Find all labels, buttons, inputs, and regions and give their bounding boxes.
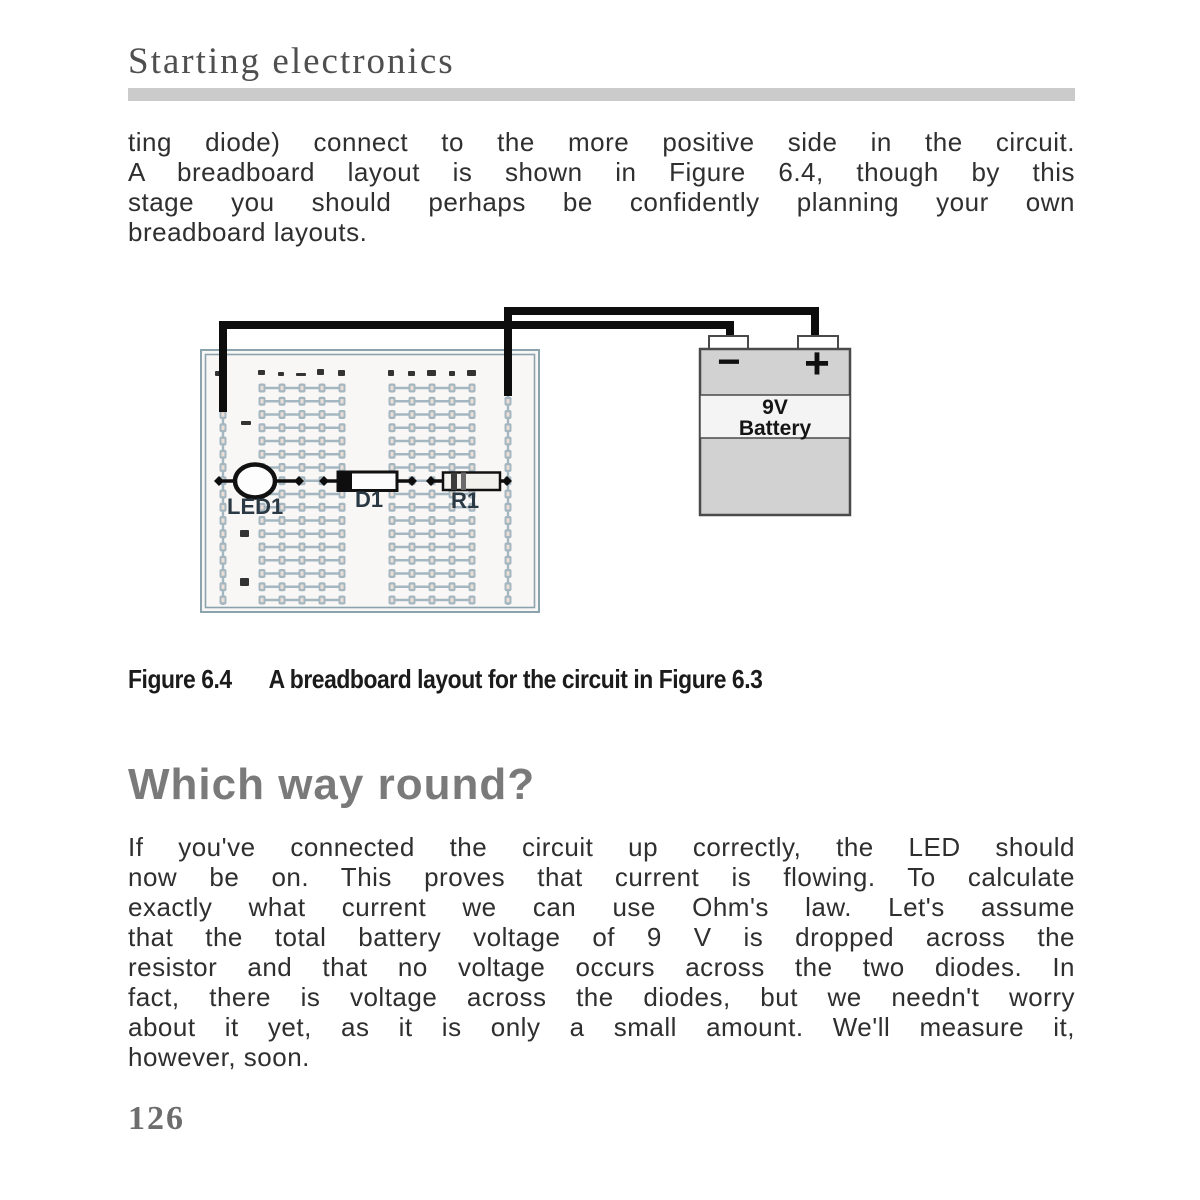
breadboard-circuit-graphic (195, 300, 855, 615)
resistor-label: R1 (451, 488, 480, 513)
text-line: about it yet, as it is only a small amount. We'll measure it, (128, 1012, 1075, 1042)
intro-paragraph (128, 127, 1075, 247)
text-line: breadboard layouts. (128, 217, 368, 247)
text-line: A breadboard layout is shown in Figure 6.4, though by this (128, 157, 1075, 187)
figure-caption (128, 664, 1075, 695)
body-paragraph (128, 832, 1075, 1072)
title-rule (128, 88, 1075, 101)
battery-label-line1: 9V (762, 396, 788, 419)
figure-caption-label: Figure 6.4 (128, 664, 232, 694)
text-line: that the total battery voltage of 9 V is dropped across the (128, 922, 1075, 952)
text-line: resistor and that no voltage occurs across the two diodes. In (128, 952, 1075, 982)
figure-caption-text: A breadboard layout for the circuit in Figure 6.3 (268, 664, 763, 694)
battery-plus-sign: + (804, 339, 830, 388)
figure-6-4 (195, 300, 855, 615)
section-heading: Which way round? (128, 760, 536, 809)
text-line: however, soon. (128, 1042, 310, 1072)
battery (700, 336, 850, 515)
diode-cathode-band (338, 472, 352, 491)
page-number: 126 (128, 1100, 185, 1137)
battery-minus-sign: − (717, 340, 741, 384)
text-line: fact, there is voltage across the diodes, but we needn't worry (128, 982, 1075, 1012)
diode-label: D1 (355, 487, 384, 512)
text-line: exactly what current we can use Ohm's law. Let's assume (128, 892, 1075, 922)
text-line: If you've connected the circuit up correctly, the LED should (128, 832, 1075, 862)
text-line: ting diode) connect to the more positive side in the circuit. (128, 127, 1075, 157)
battery-label-line2: Battery (738, 417, 812, 440)
text-line: stage you should perhaps be confidently planning your own (128, 187, 1075, 217)
led-label: LED1 (227, 494, 284, 519)
page-title: Starting electronics (128, 41, 455, 82)
led-symbol (235, 465, 275, 498)
text-line: now be on. This proves that current is flowing. To calculate (128, 862, 1075, 892)
